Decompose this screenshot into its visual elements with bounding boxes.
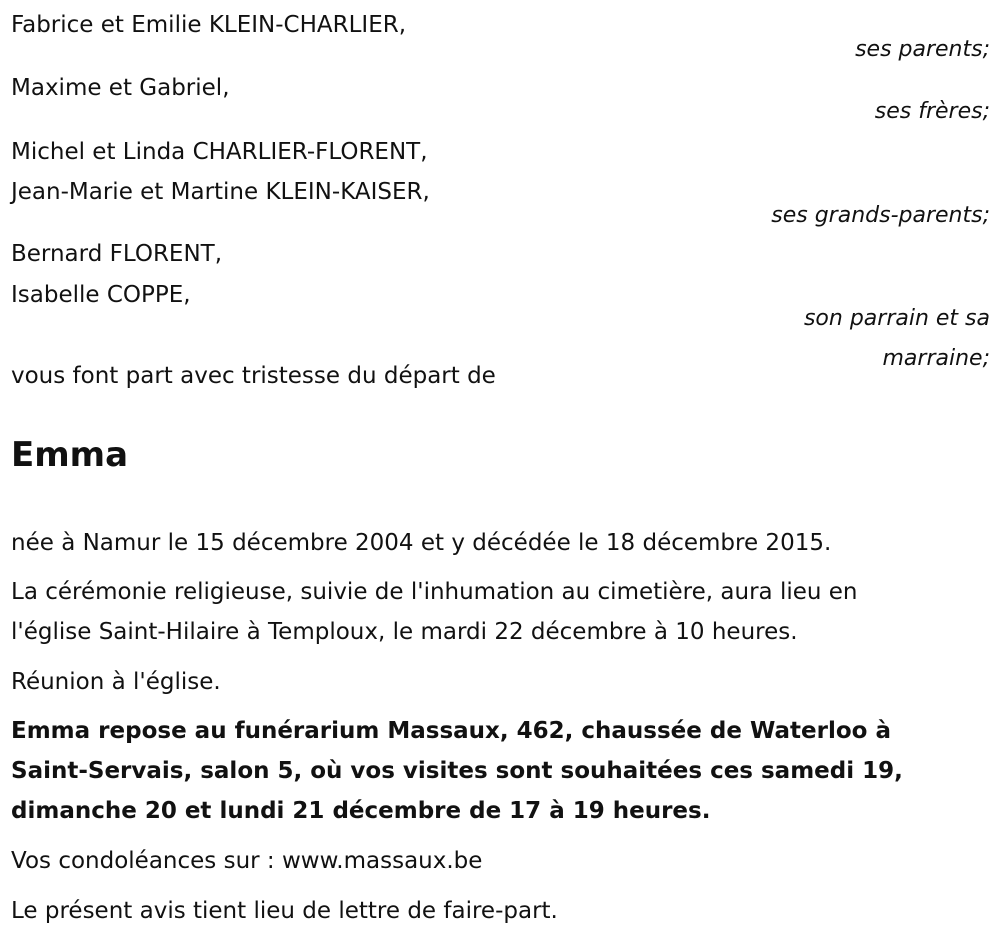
announcement: vous font part avec tristesse du départ de [11, 363, 496, 389]
brothers-role: ses frères; [874, 99, 990, 124]
godparents-line-2: Isabelle COPPE, [11, 282, 191, 308]
godparents-role-line-1: son parrain et sa [803, 306, 990, 331]
funeral-home-line-3: dimanche 20 et lundi 21 décembre de 17 à 19 heures. [11, 798, 711, 824]
parents-role: ses parents; [855, 37, 990, 62]
grandparents-role: ses grands-parents; [771, 203, 990, 228]
ceremony-line-1: La cérémonie religieuse, suivie de l'inhumation au cimetière, aura lieu en [11, 579, 858, 605]
godparents-line-1: Bernard FLORENT, [11, 241, 223, 267]
deceased-name: Emma [11, 435, 129, 475]
funeral-home-line-2: Saint-Servais, salon 5, où vos visites sont souhaitées ces samedi 19, [11, 758, 903, 784]
godparents-role-line-2: marraine; [882, 346, 990, 371]
meeting-info: Réunion à l'église. [11, 669, 221, 695]
grandparents-line-1: Michel et Linda CHARLIER-FLORENT, [11, 139, 428, 165]
brothers-names: Maxime et Gabriel, [11, 75, 230, 101]
ceremony-line-2: l'église Saint-Hilaire à Temploux, le mardi 22 décembre à 10 heures. [11, 619, 798, 645]
parents-names: Fabrice et Emilie KLEIN-CHARLIER, [11, 12, 407, 38]
notice-text: Le présent avis tient lieu de lettre de faire-part. [11, 898, 558, 924]
birth-death-dates: née à Namur le 15 décembre 2004 et y décédée le 18 décembre 2015. [11, 530, 832, 556]
grandparents-line-2: Jean-Marie et Martine KLEIN-KAISER, [11, 179, 430, 205]
funeral-home-line-1: Emma repose au funérarium Massaux, 462, chaussée de Waterloo à [11, 718, 891, 744]
condolences-info: Vos condoléances sur : www.massaux.be [11, 848, 483, 874]
